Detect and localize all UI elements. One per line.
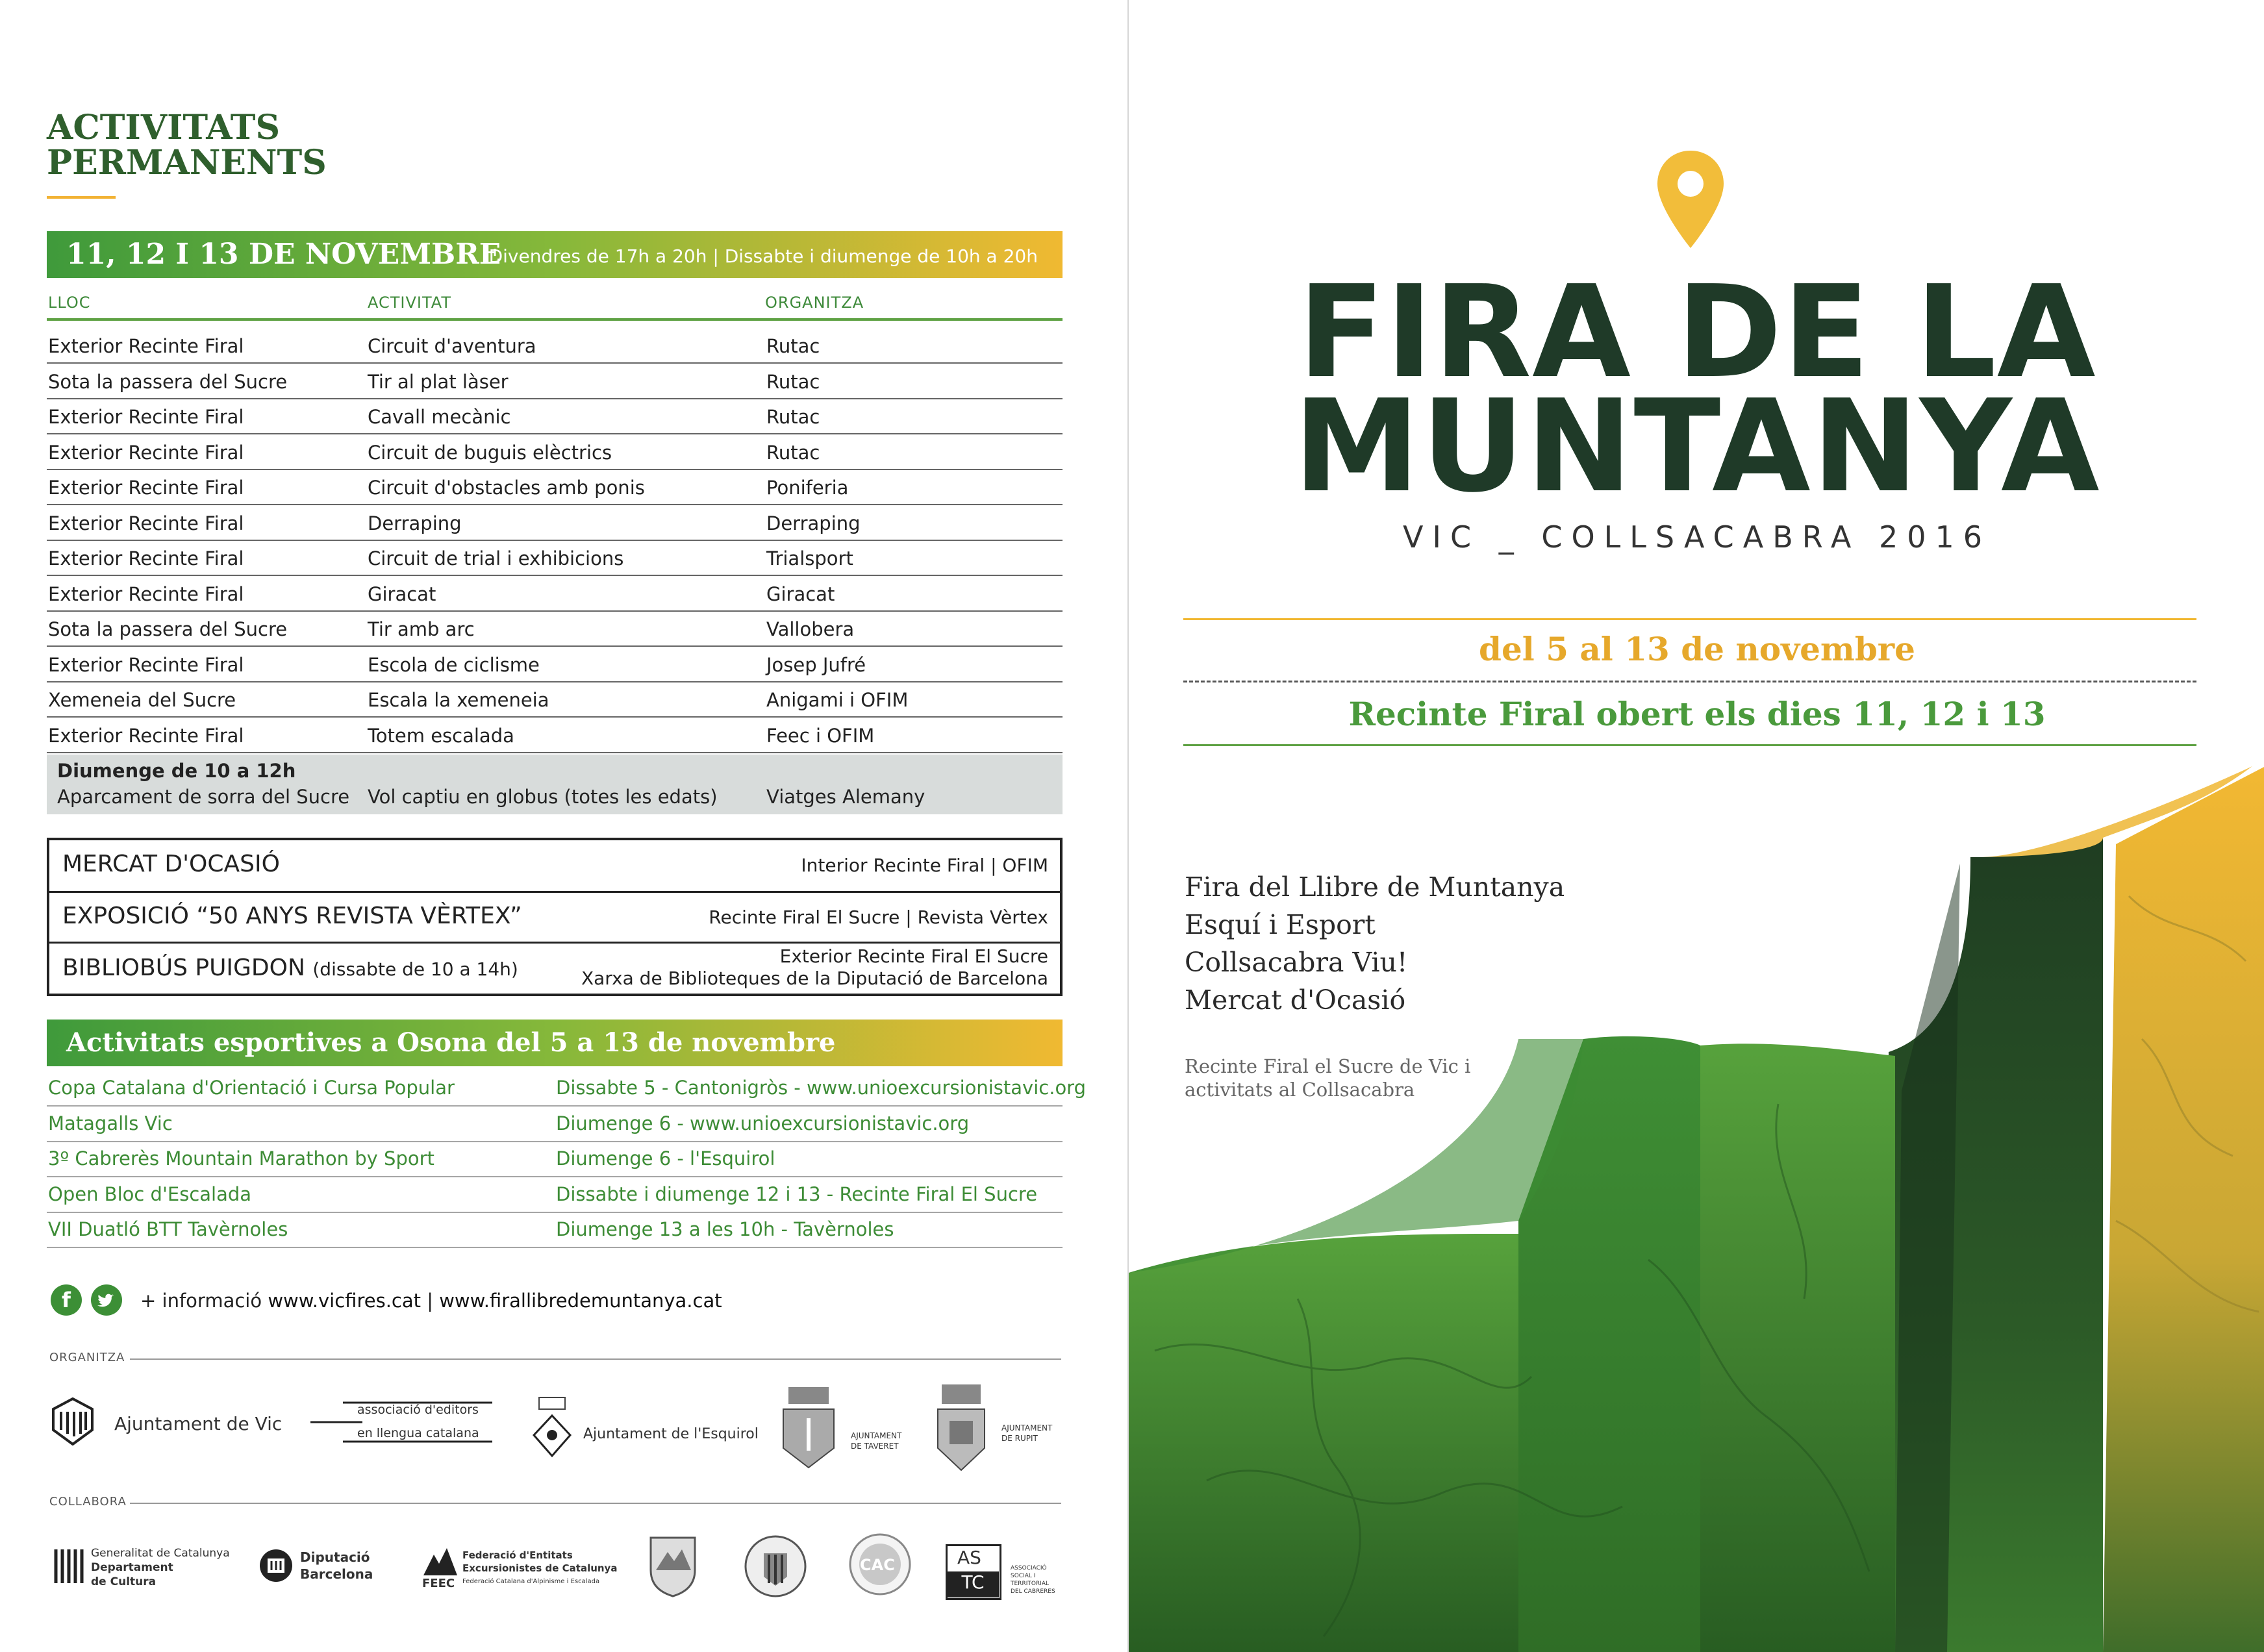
sports-row [47, 1106, 1063, 1142]
band-title: 11, 12 I 13 DE NOVEMBRE [66, 238, 501, 271]
editors-logo-text-1: associació d'editors [357, 1403, 479, 1417]
sunday-label: Diumenge de 10 a 12h [57, 760, 296, 782]
astc-text-1: AS [957, 1547, 981, 1568]
esquirol-crest-icon [531, 1396, 573, 1461]
venue-open-days: Recinte Firal obert els dies 11, 12 i 13 [1348, 695, 2046, 733]
cell-organizer: Poniferia [766, 477, 849, 499]
green-rule [1183, 744, 2196, 746]
cell-place: Exterior Recinte Firal [48, 724, 244, 747]
title-line-1: FIRA DE LA [1298, 258, 2096, 407]
firallibre-link[interactable]: www.firallibredemuntanya.cat [439, 1290, 722, 1312]
cell-place: Exterior Recinte Firal [48, 512, 244, 534]
sunday-organizer: Viatges Alemany [766, 786, 925, 808]
organitza-rule [130, 1358, 1061, 1360]
sports-row [47, 1212, 1063, 1248]
band-schedule: Divendres de 17h a 20h | Dissabte i diumenge de 10h a 20h [488, 245, 1038, 267]
facebook-icon[interactable]: f [51, 1284, 82, 1316]
cell-activity: Totem escalada [368, 724, 514, 747]
taveret-logo-text-2: DE TAVERET [851, 1442, 899, 1451]
cell-place: Sota la passera del Sucre [48, 618, 288, 640]
table-row [47, 363, 1063, 399]
cell-activity: Circuit de trial i exhibicions [368, 547, 624, 569]
header-activity: ACTIVITAT [368, 294, 451, 312]
cell-activity: Escola de ciclisme [368, 653, 540, 676]
feec-icon [422, 1546, 459, 1579]
cell-organizer: Feec i OFIM [766, 724, 875, 747]
cell-organizer: Derraping [766, 512, 861, 534]
sport-when: Diumenge 6 - www.unioexcursionistavic.org [556, 1112, 970, 1134]
generalitat-icon [52, 1547, 84, 1588]
sport-name: Copa Catalana d'Orientació i Cursa Popular [48, 1077, 455, 1099]
sports-club-badge-icon [743, 1534, 808, 1601]
table-row [47, 469, 1063, 505]
subtitle: VIC _ COLLSACABRA 2016 [1402, 519, 1992, 555]
cell-activity: Escala la xemeneia [368, 689, 549, 711]
cell-organizer: Vallobera [766, 618, 855, 640]
event-item: Fira del Llibre de Muntanya [1185, 871, 1565, 903]
cell-activity: Circuit d'aventura [368, 335, 536, 357]
feec-abbr: FEEC [422, 1577, 455, 1590]
mountain-club-badge-icon [646, 1534, 700, 1601]
sport-when: Dissabte i diumenge 12 i 13 - Recinte Firal El Sucre [556, 1183, 1038, 1205]
cell-place: Exterior Recinte Firal [48, 653, 244, 676]
collabora-rule [130, 1503, 1061, 1504]
esquirol-logo-text: Ajuntament de l'Esquirol [583, 1426, 759, 1442]
cell-organizer: Josep Jufré [766, 653, 866, 676]
cell-place: Xemeneia del Sucre [48, 689, 236, 711]
cell-organizer: Trialsport [766, 547, 853, 569]
yellow-rule [1183, 618, 2196, 620]
cell-place: Exterior Recinte Firal [48, 335, 244, 357]
title-underline [47, 196, 116, 199]
sports-band-title: Activitats esportives a Osona del 5 a 13 de novembre [66, 1027, 836, 1058]
feec-text-3: Federació Catalana d'Alpinisme i Escalada [462, 1578, 600, 1585]
table-row [47, 681, 1063, 718]
taveret-logo-text-1: AJUNTAMENT [851, 1431, 902, 1440]
left-page [0, 0, 1124, 1652]
astc-desc-2: SOCIAL I [1011, 1573, 1036, 1579]
sport-name: Matagalls Vic [48, 1112, 173, 1134]
feec-text-1: Federació d'Entitats [462, 1549, 573, 1561]
exhibition-label: EXPOSICIÓ “50 ANYS REVISTA VÈRTEX” [62, 903, 522, 929]
cell-organizer: Rutac [766, 406, 820, 428]
cell-activity: Giracat [368, 582, 436, 605]
diputacio-text-1: Diputació [300, 1549, 370, 1565]
collabora-label: COLLABORA [49, 1495, 127, 1508]
taveret-crest-icon [779, 1386, 838, 1473]
venue-note: Recinte Firal el Sucre de Vic i activitats al Collsacabra [1185, 1055, 1471, 1101]
exhibition-row [49, 891, 1060, 944]
sport-name: 3º Cabrerès Mountain Marathon by Sport [48, 1147, 434, 1170]
cell-activity: Cavall mecànic [368, 406, 511, 428]
market-label: MERCAT D'OCASIÓ [62, 851, 280, 877]
header-organizer: ORGANITZA [765, 294, 864, 312]
cell-organizer: Rutac [766, 441, 820, 464]
title-line-2: MUNTANYA [1293, 373, 2101, 521]
cell-place: Exterior Recinte Firal [48, 547, 244, 569]
astc-text-2: TC [947, 1571, 999, 1597]
sports-row [47, 1070, 1087, 1107]
vic-crest-icon [52, 1397, 94, 1448]
cell-activity: Tir amb arc [368, 618, 475, 640]
event-item: Collsacabra Viu! [1185, 947, 1408, 978]
astc-desc-3: TERRITORIAL [1011, 1581, 1050, 1587]
rupit-logo-text-1: AJUNTAMENT [1001, 1423, 1053, 1433]
diputacio-icon [258, 1548, 294, 1586]
rupit-crest-icon [935, 1383, 987, 1477]
market-row [49, 840, 1060, 893]
sunday-activity: Vol captiu en globus (totes les edats) [368, 786, 718, 808]
cell-organizer: Rutac [766, 335, 820, 357]
generalitat-text-3: de Cultura [91, 1575, 157, 1588]
table-row [47, 540, 1063, 576]
cell-place: Exterior Recinte Firal [48, 441, 244, 464]
header-rule [47, 318, 1063, 321]
cell-place: Exterior Recinte Firal [48, 582, 244, 605]
table-row [47, 717, 1063, 753]
sunday-row [47, 755, 1063, 814]
astc-desc-4: DEL CABRERES [1011, 1588, 1055, 1595]
sport-name: VII Duatló BTT Tavèrnoles [48, 1218, 288, 1240]
market-info: Interior Recinte Firal | OFIM [801, 855, 1048, 876]
table-row [47, 575, 1063, 612]
cell-organizer: Giracat [766, 582, 835, 605]
generalitat-text-2: Departament [91, 1561, 173, 1574]
location-pin-icon [1655, 148, 1726, 255]
twitter-icon[interactable] [91, 1284, 122, 1316]
table-row [47, 610, 1063, 647]
vic-logo-text: Ajuntament de Vic [114, 1413, 283, 1434]
more-info: + informació www.vicfires.cat | www.firallibredemuntanya.cat [140, 1290, 722, 1312]
cell-place: Exterior Recinte Firal [48, 477, 244, 499]
table-row [47, 505, 1063, 541]
permanent-activities-title: ACTIVITATS PERMANENTS [47, 108, 327, 182]
sport-name: Open Bloc d'Escalada [48, 1183, 252, 1205]
sport-when: Dissabte 5 - Cantonigròs - www.unioexcursionistavic.org [556, 1077, 1087, 1099]
cell-activity: Tir al plat làser [368, 370, 509, 393]
event-item: Mercat d'Ocasió [1185, 984, 1406, 1016]
table-row [47, 327, 1063, 364]
dates-band [47, 231, 1063, 278]
vicfires-link[interactable]: www.vicfires.cat [268, 1290, 421, 1312]
sport-when: Diumenge 6 - l'Esquirol [556, 1147, 775, 1170]
cell-activity: Circuit de buguis elèctrics [368, 441, 612, 464]
event-dates: del 5 al 13 de novembre [1479, 630, 1915, 668]
extra-activities-box [47, 838, 1063, 996]
table-row [47, 434, 1063, 470]
sport-when: Diumenge 13 a les 10h - Tavèrnoles [556, 1218, 894, 1240]
cell-place: Sota la passera del Sucre [48, 370, 288, 393]
cell-organizer: Rutac [766, 370, 820, 393]
bibliobus-row [49, 942, 1060, 994]
table-row [47, 398, 1063, 434]
right-page [1127, 0, 2264, 1652]
generalitat-text-1: Generalitat de Catalunya [91, 1547, 230, 1560]
header-place: LLOC [48, 294, 91, 312]
astc-desc-1: ASSOCIACIÓ [1011, 1565, 1047, 1571]
cell-activity: Circuit d'obstacles amb ponis [368, 477, 645, 499]
exhibition-info: Recinte Firal El Sucre | Revista Vèrtex [709, 907, 1048, 928]
table-row [47, 646, 1063, 682]
cac-text: CAC [860, 1556, 895, 1574]
organitza-label: ORGANITZA [49, 1351, 125, 1364]
sunday-place: Aparcament de sorra del Sucre [57, 786, 350, 808]
feec-text-2: Excursionistes de Catalunya [462, 1562, 618, 1574]
event-item: Esquí i Esport [1185, 909, 1376, 940]
sports-band [47, 1020, 1063, 1066]
rupit-logo-text-2: DE RUPIT [1001, 1434, 1038, 1443]
sports-row [47, 1177, 1063, 1213]
bibliobus-label: BIBLIOBÚS PUIGDON (dissabte de 10 a 14h) [62, 955, 518, 981]
bibliobus-info-2: Xarxa de Biblioteques de la Diputació de Barcelona [581, 968, 1048, 989]
cell-organizer: Anigami i OFIM [766, 689, 909, 711]
cell-activity: Derraping [368, 512, 462, 534]
diputacio-text-2: Barcelona [300, 1566, 373, 1582]
bibliobus-info-1: Exterior Recinte Firal El Sucre [779, 945, 1048, 967]
cell-place: Exterior Recinte Firal [48, 406, 244, 428]
sports-row [47, 1141, 1063, 1177]
editors-logo-text-2: en llengua catalana [357, 1426, 479, 1440]
dashed-rule [1183, 681, 2196, 682]
